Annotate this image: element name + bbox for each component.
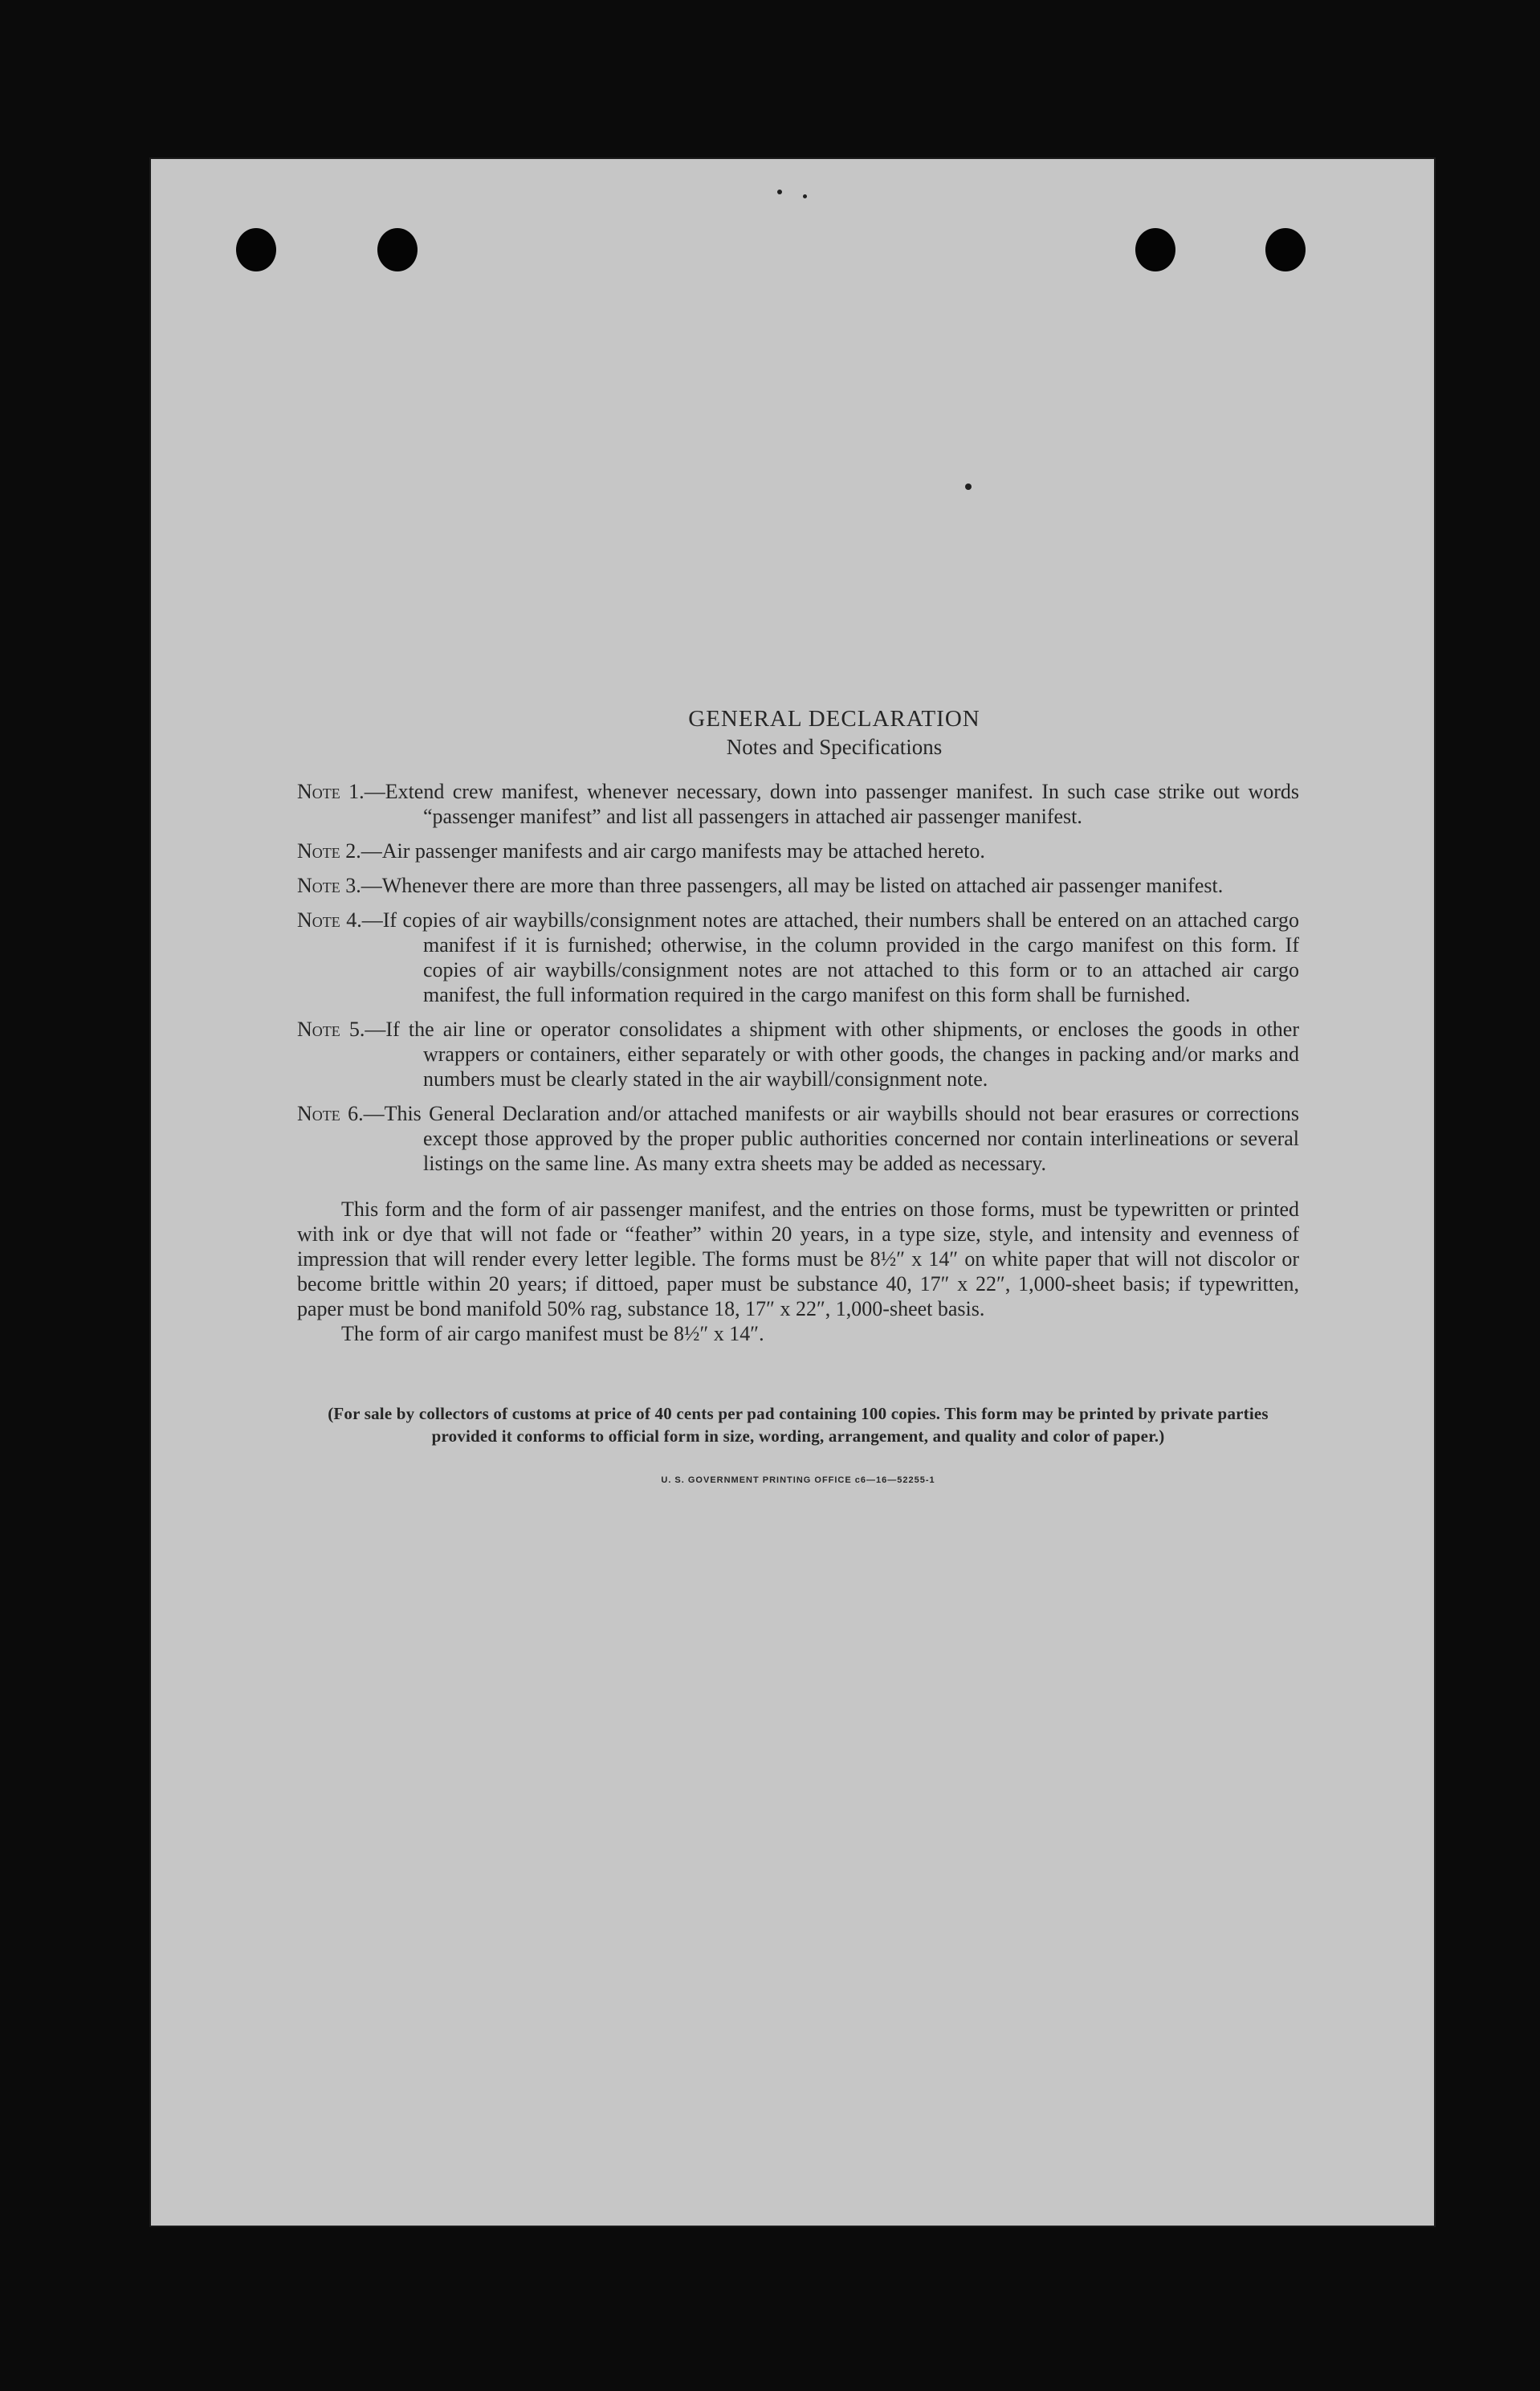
ink-speck — [803, 194, 807, 198]
note-label: Note 2. — [297, 839, 361, 863]
ink-speck — [965, 484, 972, 490]
punch-hole — [1135, 228, 1175, 271]
note-6: Note 6.—This General Declaration and/or attached manifests or air waybills should not bear erasures or corrections except those approved by the proper public authorities concerned nor contain interlineations or several listings on the same line. As many extra sheets may be added as necessary. — [297, 1102, 1300, 1175]
document-heading: GENERAL DECLARATION — [688, 706, 980, 732]
punch-hole — [377, 228, 418, 271]
note-label: Note 1. — [297, 780, 365, 803]
note-text: Extend crew manifest, whenever necessary, down into passenger manifest. In such case strike out words “passenger manifest” and list all passengers in attached air passenger manifest. — [385, 780, 1300, 828]
note-label: Note 6. — [297, 1102, 364, 1125]
note-label: Note 4. — [297, 908, 362, 932]
cargo-manifest-size-paragraph: The form of air cargo manifest must be 8½″ x 14″. — [341, 1322, 764, 1345]
note-1: Note 1.—Extend crew manifest, whenever necessary, down into passenger manifest. In such case strike out words “passenger manifest” and list all passengers in attached air passenger manifest. — [297, 780, 1300, 828]
note-text: If the air line or operator consolidates a shipment with other shipments, or encloses the goods in other wrappers or containers, either separately or with other goods, the changes in packing and/or marks and numbers must be clearly stated in the air waybill/consignment note. — [385, 1018, 1299, 1091]
ink-speck — [777, 190, 782, 194]
printer-imprint: U. S. GOVERNMENT PRINTING OFFICE c6—16—52255-1 — [661, 1475, 935, 1485]
note-2: Note 2.—Air passenger manifests and air cargo manifests may be attached hereto. — [297, 839, 985, 863]
punch-hole — [236, 228, 276, 271]
note-label: Note 5. — [297, 1018, 365, 1041]
sale-notice: (For sale by collectors of customs at price of 40 cents per pad containing 100 copies. This form may be printed by private parties provided it conforms to official form in size, wording, arrangement, and quality and color of paper.) — [328, 1404, 1269, 1446]
note-text: If copies of air waybills/consignment notes are attached, their numbers shall be entered on an attached cargo manifest if it is furnished; otherwise, in the column provided in the cargo manifest on this form. If copies of air waybills/consignment notes are not attached to this form or to an attached air cargo manifest, the full information required in the cargo manifest on this form shall be furnished. — [382, 908, 1300, 1006]
note-label: Note 3. — [297, 874, 361, 897]
note-4: Note 4.—If copies of air waybills/consignment notes are attached, their numbers shall be entered on an attached cargo manifest if it is furnished; otherwise, in the column provided in the cargo manifest on this form. If copies of air waybills/consignment notes are not attached to this form or to an attached air cargo manifest, the full information required in the cargo manifest on this form shall be furnished. — [297, 908, 1300, 1006]
note-3: Note 3.—Whenever there are more than three passengers, all may be listed on attached air passenger manifest. — [297, 874, 1224, 897]
paper-specification-paragraph: This form and the form of air passenger manifest, and the entries on those forms, must be typewritten or printed with ink or dye that will not fade or “feather” within 20 years, in a type size, style, and intensity and evenness of impression that will render every letter legible. The forms must be 8½″ x 14″ on white paper that will not discolor or become brittle within 20 years; if dittoed, paper must be substance 40, 17″ x 22″, 1,000-sheet basis; if typewritten, paper must be bond manifold 50% rag, substance 18, 17″ x 22″, 1,000-sheet basis. — [297, 1198, 1299, 1320]
note-text: Whenever there are more than three passengers, all may be listed on attached air passenger manifest. — [381, 874, 1224, 897]
punch-hole — [1265, 228, 1306, 271]
note-text: This General Declaration and/or attached manifests or air waybills should not bear erasures or corrections except those approved by the proper public authorities concerned nor contain interlineations or several listings on the same line. As many extra sheets may be added as necessary. — [384, 1102, 1300, 1175]
declaration-notes — [297, 707, 1299, 1493]
note-5: Note 5.—If the air line or operator consolidates a shipment with other shipments, or encloses the goods in other wrappers or containers, either separately or with other goods, the changes in packing and/or marks and numbers must be clearly stated in the air waybill/consignment note. — [297, 1018, 1299, 1091]
document-subheading: Notes and Specifications — [726, 735, 943, 759]
note-text: Air passenger manifests and air cargo manifests may be attached hereto. — [381, 839, 985, 863]
